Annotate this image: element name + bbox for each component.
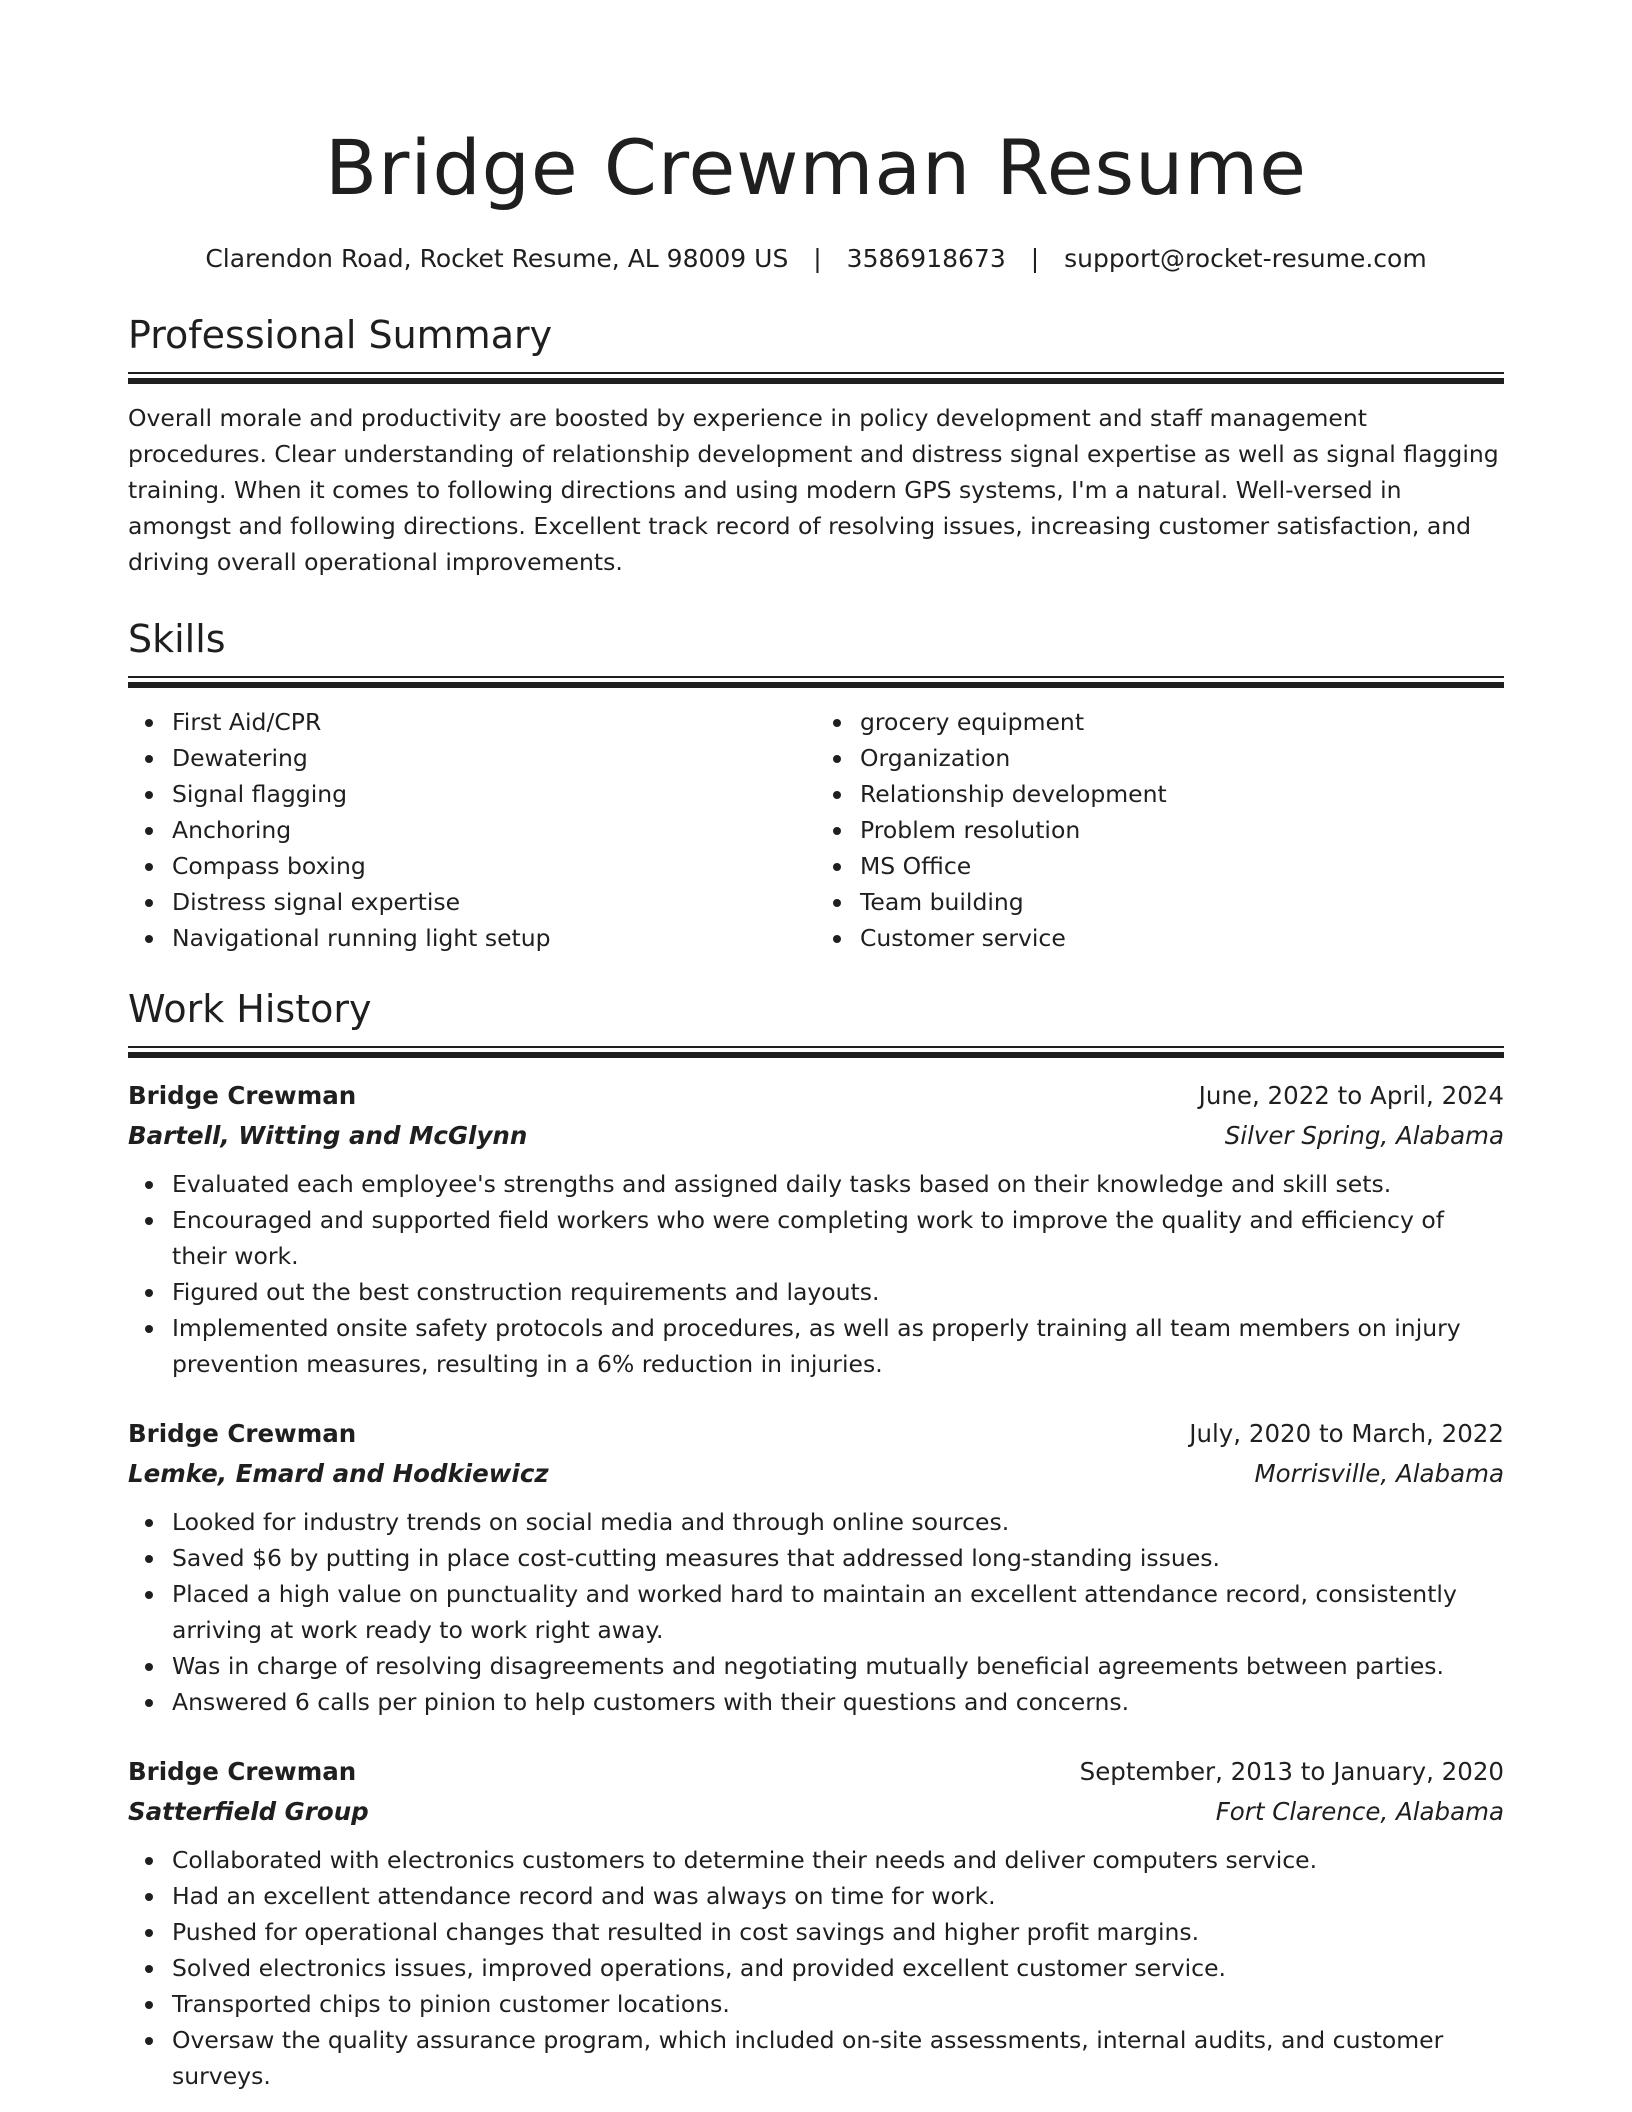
job-duties-list <box>128 1166 1504 1382</box>
contact-line <box>128 242 1504 276</box>
job-company: Bartell, Witting and McGlynn <box>128 1121 528 1150</box>
job-duty: Encouraged and supported field workers who were completing work to improve the quality and efficiency of their work. <box>172 1202 1504 1274</box>
job-location: Morrisville, Alabama <box>1254 1459 1504 1488</box>
skill-item: Organization <box>860 740 1504 776</box>
job-location: Fort Clarence, Alabama <box>1215 1797 1504 1826</box>
job-duty: Figured out the best construction requirements and layouts. <box>172 1274 1504 1310</box>
summary-text: Overall morale and productivity are boosted by experience in policy development and staff management procedures. Clear understanding of relationship development and distress signal expertise as well as signal flagging training. When it comes to following directions and using modern GPS systems, I'm a natural. Well-versed in amongst and following directions. Excellent track record of resolving issues, increasing customer satisfaction, and driving overall operational improvements. <box>128 404 1499 576</box>
skill-item: Customer service <box>860 920 1504 956</box>
skill-item: Compass boxing <box>172 848 816 884</box>
contact-separator: | <box>1030 244 1040 273</box>
contact-email: support@rocket-resume.com <box>1064 244 1427 273</box>
job-duty: Transported chips to pinion customer locations. <box>172 1986 1504 2022</box>
job-entry <box>128 1414 1504 1720</box>
job-title: Bridge Crewman <box>128 1757 357 1786</box>
skills-column-right <box>816 704 1504 956</box>
skills-section <box>128 614 1504 956</box>
section-divider <box>128 372 1504 384</box>
section-divider <box>128 1046 1504 1058</box>
skill-item: First Aid/CPR <box>172 704 816 740</box>
job-duty: Looked for industry trends on social media and through online sources. <box>172 1504 1504 1540</box>
job-header-row <box>128 1752 1504 1792</box>
skills-grid <box>128 704 1504 956</box>
section-heading: Skills <box>128 617 226 661</box>
section-heading: Work History <box>128 987 372 1031</box>
resume-title: Bridge Crewman Resume <box>324 123 1308 212</box>
section-divider <box>128 676 1504 688</box>
job-entry <box>128 1752 1504 2094</box>
job-duty: Answered 6 calls per pinion to help customers with their questions and concerns. <box>172 1684 1504 1720</box>
job-title: Bridge Crewman <box>128 1081 357 1110</box>
job-duty: Evaluated each employee's strengths and assigned daily tasks based on their knowledge and skill sets. <box>172 1166 1504 1202</box>
job-duty: Solved electronics issues, improved operations, and provided excellent customer service. <box>172 1950 1504 1986</box>
job-duties-list <box>128 1504 1504 1720</box>
job-header-row <box>128 1076 1504 1116</box>
skill-item: Anchoring <box>172 812 816 848</box>
job-duty: Saved $6 by putting in place cost-cutting measures that addressed long-standing issues. <box>172 1540 1504 1576</box>
job-duties-list <box>128 1842 1504 2094</box>
job-title: Bridge Crewman <box>128 1419 357 1448</box>
job-duty: Pushed for operational changes that resulted in cost savings and higher profit margins. <box>172 1914 1504 1950</box>
section-heading: Professional Summary <box>128 313 553 357</box>
job-duty: Collaborated with electronics customers to determine their needs and deliver computers service. <box>172 1842 1504 1878</box>
skill-item: Team building <box>860 884 1504 920</box>
job-company-row <box>128 1454 1504 1494</box>
job-duty: Had an excellent attendance record and was always on time for work. <box>172 1878 1504 1914</box>
contact-phone: 3586918673 <box>846 244 1006 273</box>
job-header-row <box>128 1414 1504 1454</box>
skill-item: Distress signal expertise <box>172 884 816 920</box>
skill-item: grocery equipment <box>860 704 1504 740</box>
job-duty: Was in charge of resolving disagreements and negotiating mutually beneficial agreements between parties. <box>172 1648 1504 1684</box>
job-duty: Oversaw the quality assurance program, which included on-site assessments, internal audits, and customer surveys. <box>172 2022 1504 2094</box>
skill-item: Signal flagging <box>172 776 816 812</box>
work-history-section <box>128 984 1504 2094</box>
job-company: Satterfield Group <box>128 1797 369 1826</box>
job-company-row <box>128 1116 1504 1156</box>
skill-item: Problem resolution <box>860 812 1504 848</box>
contact-separator: | <box>813 244 822 273</box>
skill-item: Navigational running light setup <box>172 920 816 956</box>
contact-address: Clarendon Road, Rocket Resume, AL 98009 US <box>205 244 789 273</box>
job-duty: Placed a high value on punctuality and worked hard to maintain an excellent attendance record, consistently arriving at work ready to work right away. <box>172 1576 1504 1648</box>
professional-summary-section <box>128 310 1504 580</box>
job-location: Silver Spring, Alabama <box>1224 1121 1504 1150</box>
job-entry <box>128 1076 1504 1382</box>
job-company: Lemke, Emard and Hodkiewicz <box>128 1459 549 1488</box>
job-duty: Implemented onsite safety protocols and procedures, as well as properly training all team members on injury prevention measures, resulting in a 6% reduction in injuries. <box>172 1310 1504 1382</box>
job-dates: September, 2013 to January, 2020 <box>1079 1757 1504 1786</box>
skill-item: Dewatering <box>172 740 816 776</box>
job-dates: June, 2022 to April, 2024 <box>1198 1081 1504 1110</box>
skill-item: MS Office <box>860 848 1504 884</box>
skills-column-left <box>128 704 816 956</box>
job-company-row <box>128 1792 1504 1832</box>
job-dates: July, 2020 to March, 2022 <box>1189 1419 1504 1448</box>
skill-item: Relationship development <box>860 776 1504 812</box>
